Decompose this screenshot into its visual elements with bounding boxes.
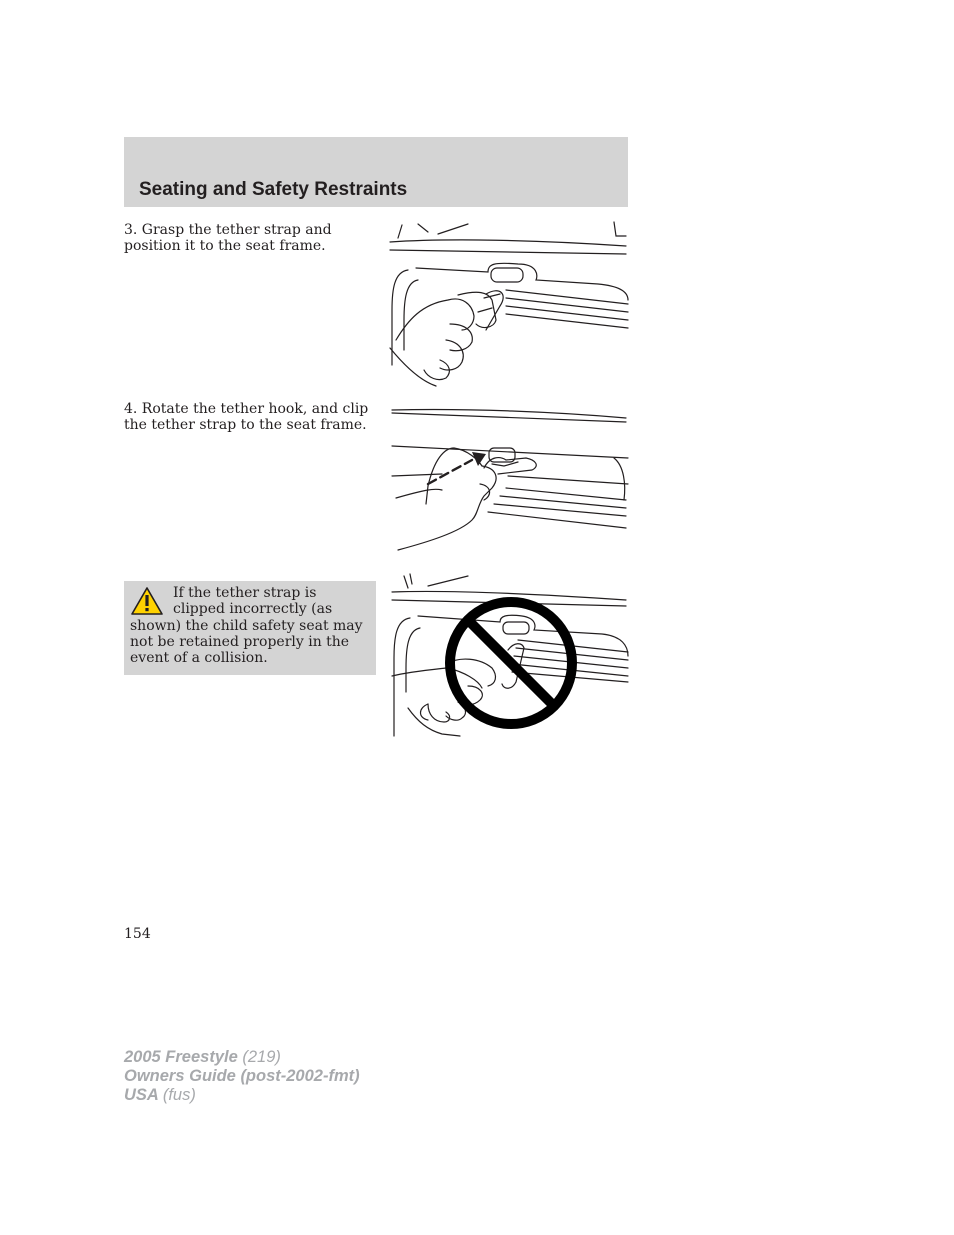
tether-strap-position-illustration xyxy=(388,220,630,388)
tether-hook-rotate-illustration xyxy=(388,404,630,552)
footer-model-code: (219) xyxy=(242,1048,281,1066)
document-footer xyxy=(124,1048,360,1105)
page-number: 154 xyxy=(124,926,151,942)
incorrect-clip-prohibited-illustration xyxy=(388,572,630,738)
footer-line-3 xyxy=(124,1086,360,1105)
warning-text: If the tether strap is clipped incorrectly (as shown) the child safety seat may not be retained properly in the event of a collision. xyxy=(130,585,363,667)
footer-model: 2005 Freestyle xyxy=(124,1048,238,1066)
step-4-text: 4. Rotate the tether hook, and clip the tether strap to the seat frame. xyxy=(124,401,369,433)
warning-box xyxy=(124,581,376,675)
section-title: Seating and Safety Restraints xyxy=(139,179,408,200)
footer-line-1 xyxy=(124,1048,360,1067)
section-header xyxy=(124,137,628,207)
footer-market: USA xyxy=(124,1086,159,1104)
footer-line-2 xyxy=(124,1067,360,1086)
footer-market-code: (fus) xyxy=(162,1086,196,1104)
footer-guide-name: Owners Guide (post-2002-fmt) xyxy=(124,1067,360,1085)
step-3-text: 3. Grasp the tether strap and position it to the seat frame. xyxy=(124,222,332,254)
